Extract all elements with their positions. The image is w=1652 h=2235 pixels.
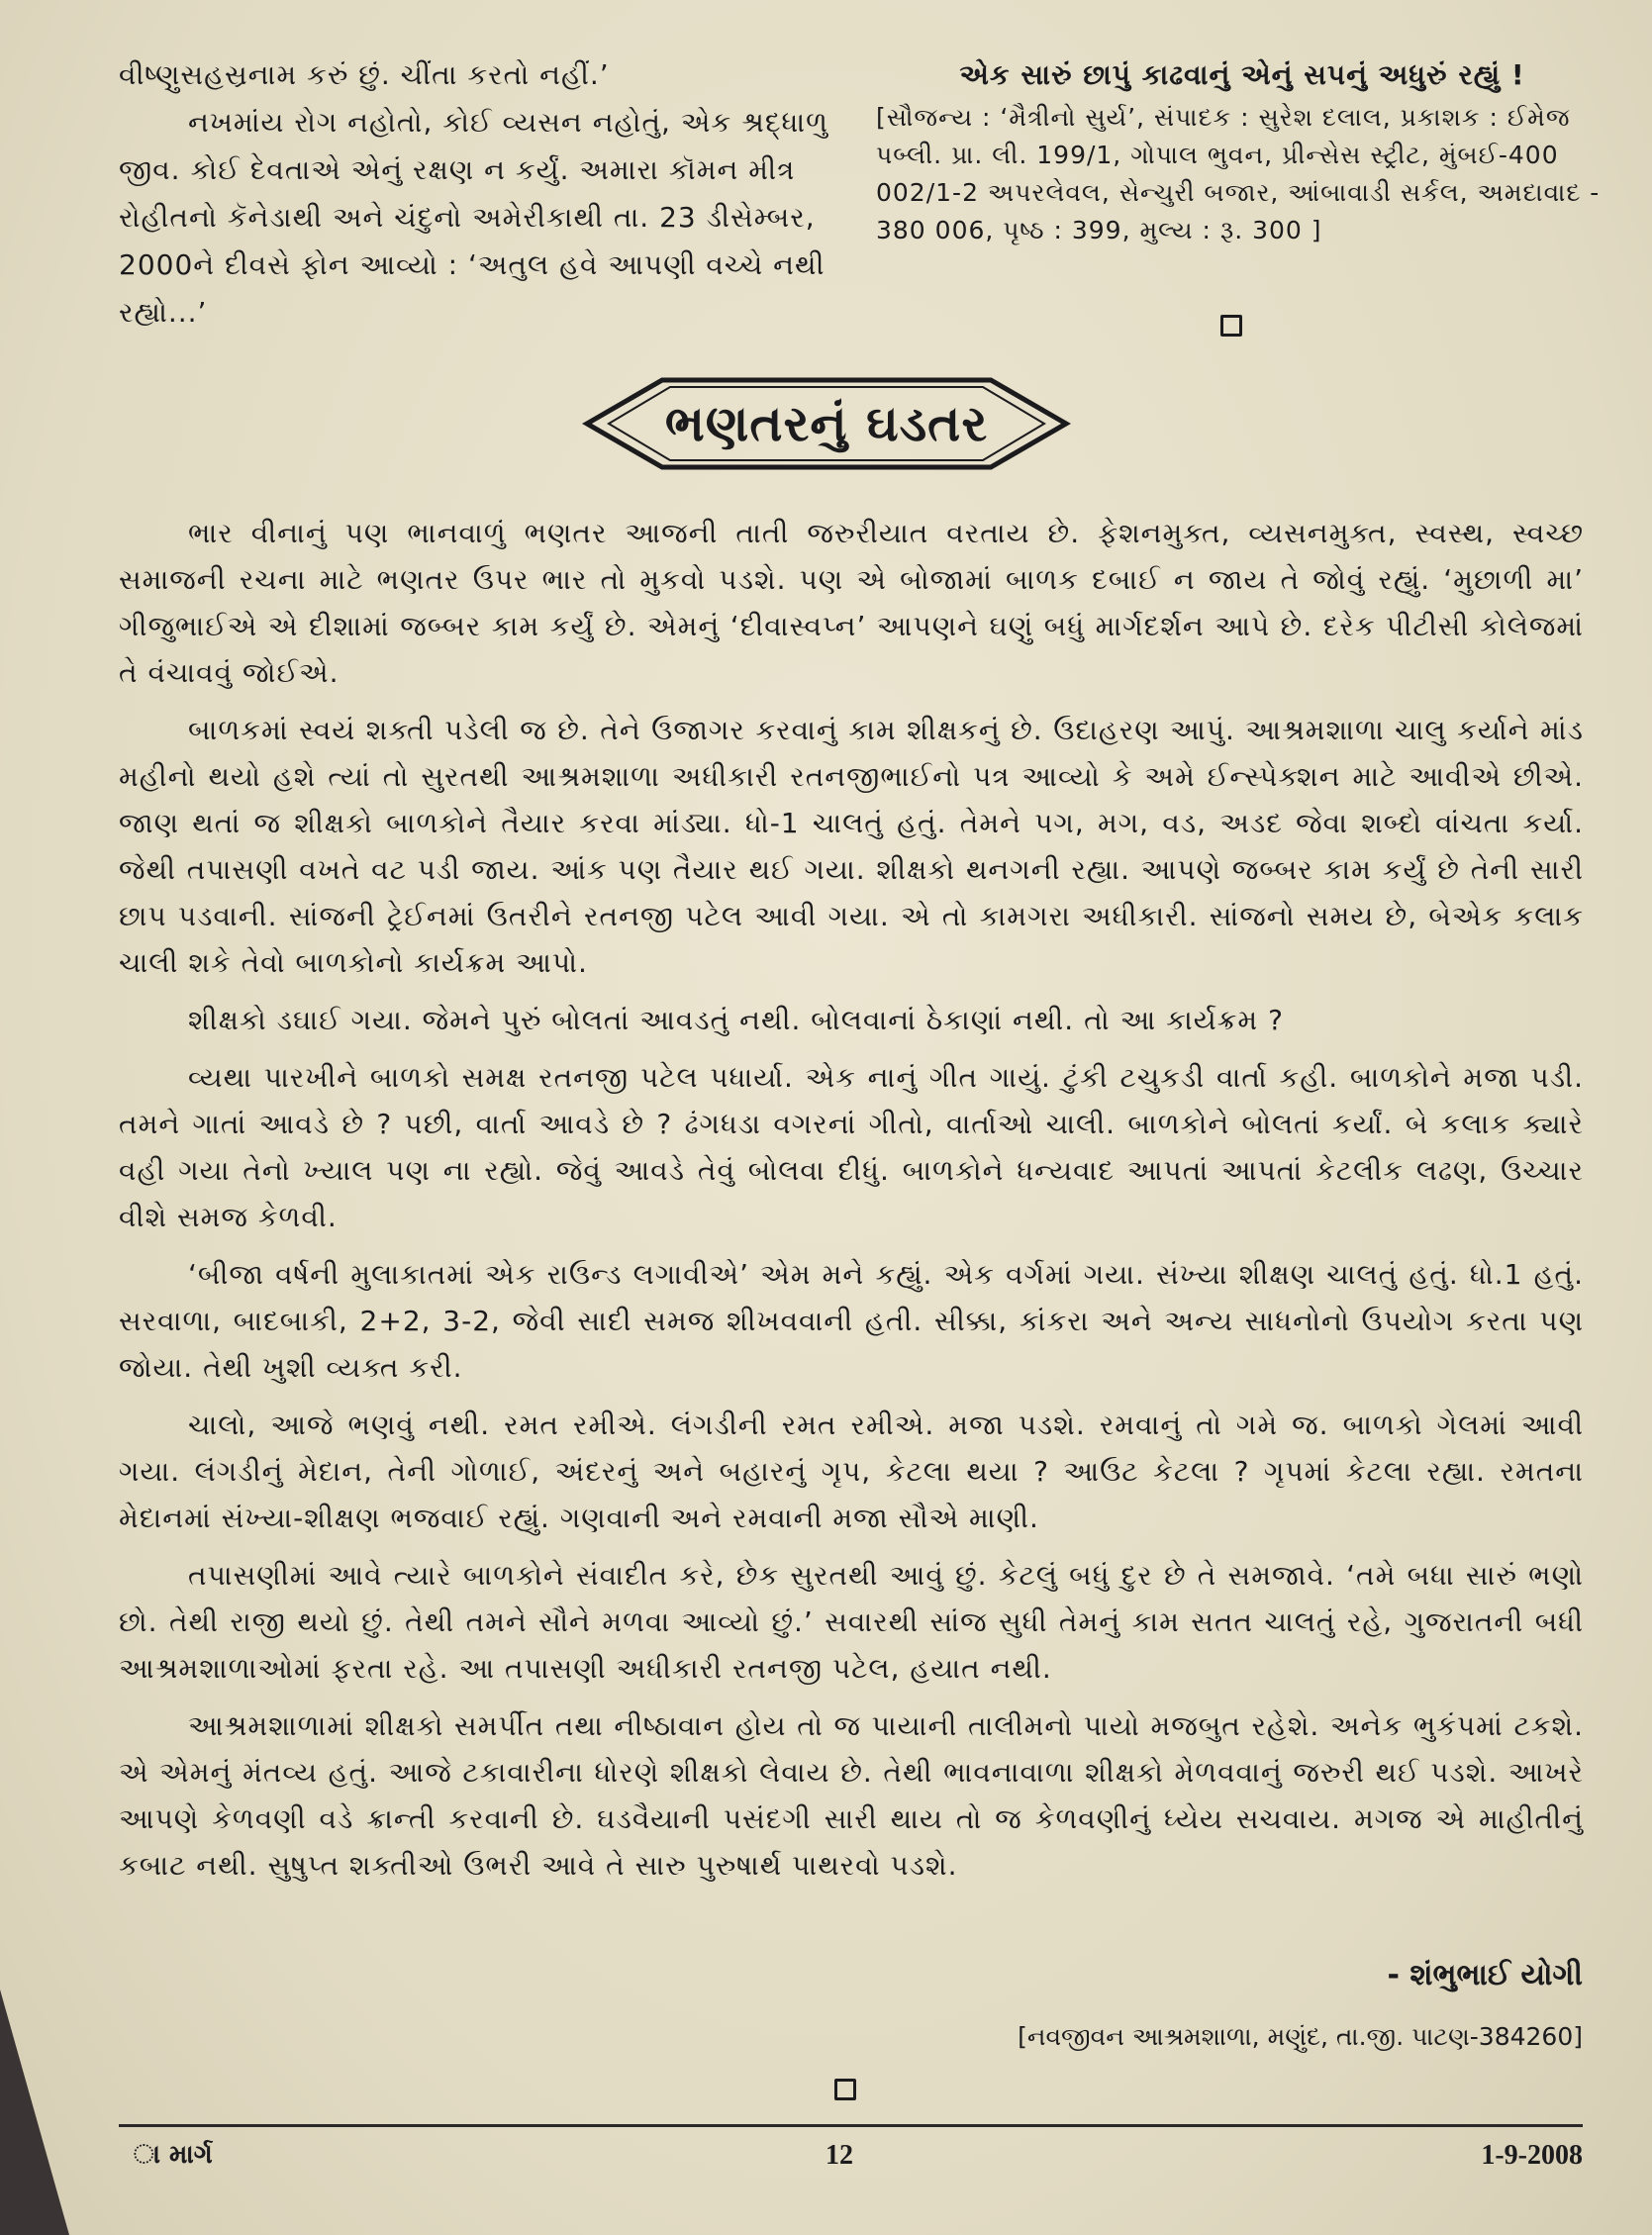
left-column-line: વીષ્ણુસહસ્રનામ કરું છું. ચીંતા કરતો નહીં.’ (119, 58, 610, 91)
credit-note: [સૌજન્ય : ‘મૈત્રીનો સુર્ય’, સંપાદક : સુરેશ દલાલ, પ્રકાશક : ઈમેજ પબ્લી. પ્રા. લી. 199/1, ગોપાલ ભુવન, પ્રીન્સેસ સ્ટ્રીટ, મુંબઈ-400 002/1-2 અપરલેવલ, સેન્ચુરી બજાર, આંબાવાડી સર્કલ, અમદાવાદ - 380 006, પૃષ્ઠ : 399, મુલ્ય : રૂ. 300 ] (876, 103, 1601, 244)
author-address: [નવજીવન આશ્રમશાળા, મણુંદ, તા.જી. પાટણ-384260] (1018, 2022, 1583, 2051)
right-column-line: એક સારું છાપું કાઢવાનું એનું સપનું અધુરું રહ્યું ! (959, 58, 1525, 91)
article-paragraph: શીક્ષકો ડઘાઈ ગયા. જેમને પુરું બોલતાં આવડતું નથી. બોલવાનાં ઠેકાણાં નથી. તો આ કાર્યક્રમ ? (188, 1004, 1284, 1036)
article-paragraph: ભાર વીનાનું પણ ભાનવાળું ભણતર આજની તાતી જરુરીયાત વરતાય છે. ફેશનમુક્ત, વ્યસનમુક્ત, સ્વસ્થ, સ્વચ્છ સમાજની રચના માટે ભણતર ઉપર ભાર તો મુકવો પડશે. પણ એ બોજામાં બાળક દબાઈ ન જાય તે જોવું રહ્યું. ‘મુછાળી મા’ ગીજુભાઈએ એ દીશામાં જબ્બર કામ કર્યું છે. એમનું ‘દીવાસ્વપ્ન’ આપણને ઘણું બધું માર્ગદર્શન આપે છે. દરેક પીટીસી કોલેજમાં તે વંચાવવું જોઈએ. (119, 517, 1584, 689)
left-column (119, 51, 851, 337)
right-column (876, 51, 1608, 249)
end-mark-icon (1220, 315, 1242, 337)
left-column-paragraph: નખમાંય રોગ નહોતો, કોઈ વ્યસન નહોતું, એક શ્રદ્ધાળુ જીવ. કોઈ દેવતાએ એનું રક્ષણ ન કર્યું. અમારા કૉમન મીત્ર રોહીતનો કૅનેડાથી અને ચંદુનો અમેરીકાથી તા. 23 ડીસેમ્બર, 2000ને દીવસે ફોન આવ્યો : ‘અતુલ હવે આપણી વચ્ચે નથી રહ્યો...’ (119, 106, 829, 329)
end-mark-icon (834, 2079, 856, 2100)
article-paragraph: આશ્રમશાળામાં શીક્ષકો સમર્પીત તથા નીષ્ઠાવાન હોય તો જ પાયાની તાલીમનો પાયો મજબુત રહેશે. અનેક ભુકંપમાં ટકશે. એ એમનું મંતવ્ય હતું. આજે ટકાવારીના ધોરણે શીક્ષકો લેવાય છે. તેથી ભાવનાવાળા શીક્ષકો મેળવવાનું જરુરી થઈ પડશે. આખરે આપણે કેળવણી વડે ક્રાન્તી કરવાની છે. ઘડવૈયાની પસંદગી સારી થાય તો જ કેળવણીનું ધ્યેય સચવાય. મગજ એ માહીતીનું કબાટ નથી. સુષુપ્ત શક્તીઓ ઉભરી આવે તે સારુ પુરુષાર્થ પાથરવો પડશે. (119, 1709, 1584, 1882)
article-paragraph: બાળકમાં સ્વયં શક્તી પડેલી જ છે. તેને ઉજાગર કરવાનું કામ શીક્ષકનું છે. ઉદાહરણ આપું. આશ્રમશાળા ચાલુ કર્યાને માંડ મહીનો થયો હશે ત્યાં તો સુરતથી આશ્રમશાળા અધીકારી રતનજીભાઈનો પત્ર આવ્યો કે અમે ઈન્સ્પેક્શન માટે આવીએ છીએ. જાણ થતાં જ શીક્ષકો બાળકોને તૈયાર કરવા માંડ્યા. ધો-1 ચાલતું હતું. તેમને પગ, મગ, વડ, અડદ જેવા શબ્દો વાંચતા કર્યા. જેથી તપાસણી વખતે વટ પડી જાય. આંક પણ તૈયાર થઈ ગયા. શીક્ષકો થનગની રહ્યા. આપણે જબ્બર કામ કર્યું છે તેની સારી છાપ પડવાની. સાંજની ટ્રેઈનમાં ઉતરીને રતનજી પટેલ આવી ગયા. એ તો કામગરા અધીકારી. સાંજનો સમય છે, બેએક કલાક ચાલી શકે તેવો બાળકોનો કાર્યક્રમ આપો. (119, 714, 1584, 979)
article-title-banner (579, 374, 1074, 473)
torn-corner (0, 1990, 69, 2235)
article-paragraph: તપાસણીમાં આવે ત્યારે બાળકોને સંવાદીત કરે, છેક સુરતથી આવું છું. કેટલું બધું દુર છે તે સમજાવે. ‘તમે બધા સારું ભણો છો. તેથી રાજી થયો છું. તેથી તમને સૌને મળવા આવ્યો છું.’ સવારથી સાંજ સુધી તેમનું કામ સતત ચાલતું રહે, ગુજરાતની બધી આશ્રમશાળાઓમાં ફરતા રહે. આ તપાસણી અધીકારી રતનજી પટેલ, હયાત નથી. (119, 1559, 1584, 1685)
article-paragraph: ચાલો, આજે ભણવું નથી. રમત રમીએ. લંગડીની રમત રમીએ. મજા પડશે. રમવાનું તો ગમે જ. બાળકો ગેલમાં આવી ગયા. લંગડીનું મેદાન, તેની ગોળાઈ, અંદરનું અને બહારનું ગૃપ, કેટલા થયા ? આઉટ કેટલા ? ગૃપમાં કેટલા રહ્યા. રમતના મેદાનમાં સંખ્યા-શીક્ષણ ભજવાઈ રહ્યું. ગણવાની અને રમવાની મજા સૌએ માણી. (119, 1409, 1584, 1534)
article-title: ભણતરનું ઘડતર (664, 395, 989, 452)
author-name: - શંભુભાઈ યોગી (1387, 1958, 1583, 1992)
article-paragraph: ‘બીજા વર્ષની મુલાકાતમાં એક રાઉન્ડ લગાવીએ’ એમ મને કહ્યું. એક વર્ગમાં ગયા. સંખ્યા શીક્ષણ ચાલતું હતું. ધો.1 હતું. સરવાળા, બાદબાકી, 2+2, 3-2, જેવી સાદી સમજ શીખવવાની હતી. સીક્કા, કાંકરા અને અન્ય સાધનોનો ઉપયોગ કરતા પણ જોયા. તેથી ખુશી વ્યક્ત કરી. (119, 1258, 1584, 1384)
article-body (119, 510, 1584, 1899)
page-number: 12 (826, 2140, 853, 2171)
magazine-name: ા માર્ગ (134, 2140, 213, 2170)
article-paragraph: વ્યથા પારખીને બાળકો સમક્ષ રતનજી પટેલ પધાર્યા. એક નાનું ગીત ગાયું. ટુંકી ટચુકડી વાર્તા કહી. બાળકોને મજા પડી. તમને ગાતાં આવડે છે ? પછી, વાર્તા આવડે છે ? ઢંગધડા વગરનાં ગીતો, વાર્તાઓ ચાલી. બાળકોને બોલતાં કર્યાં. બે કલાક ક્યારે વહી ગયા તેનો ખ્યાલ પણ ના રહ્યો. જેવું આવડે તેવું બોલવા દીધું. બાળકોને ધન્યવાદ આપતાં આપતાં કેટલીક લઢણ, ઉચ્ચાર વીશે સમજ કેળવી. (119, 1061, 1584, 1233)
issue-date: 1-9-2008 (1481, 2140, 1583, 2171)
footer-divider (119, 2124, 1583, 2127)
